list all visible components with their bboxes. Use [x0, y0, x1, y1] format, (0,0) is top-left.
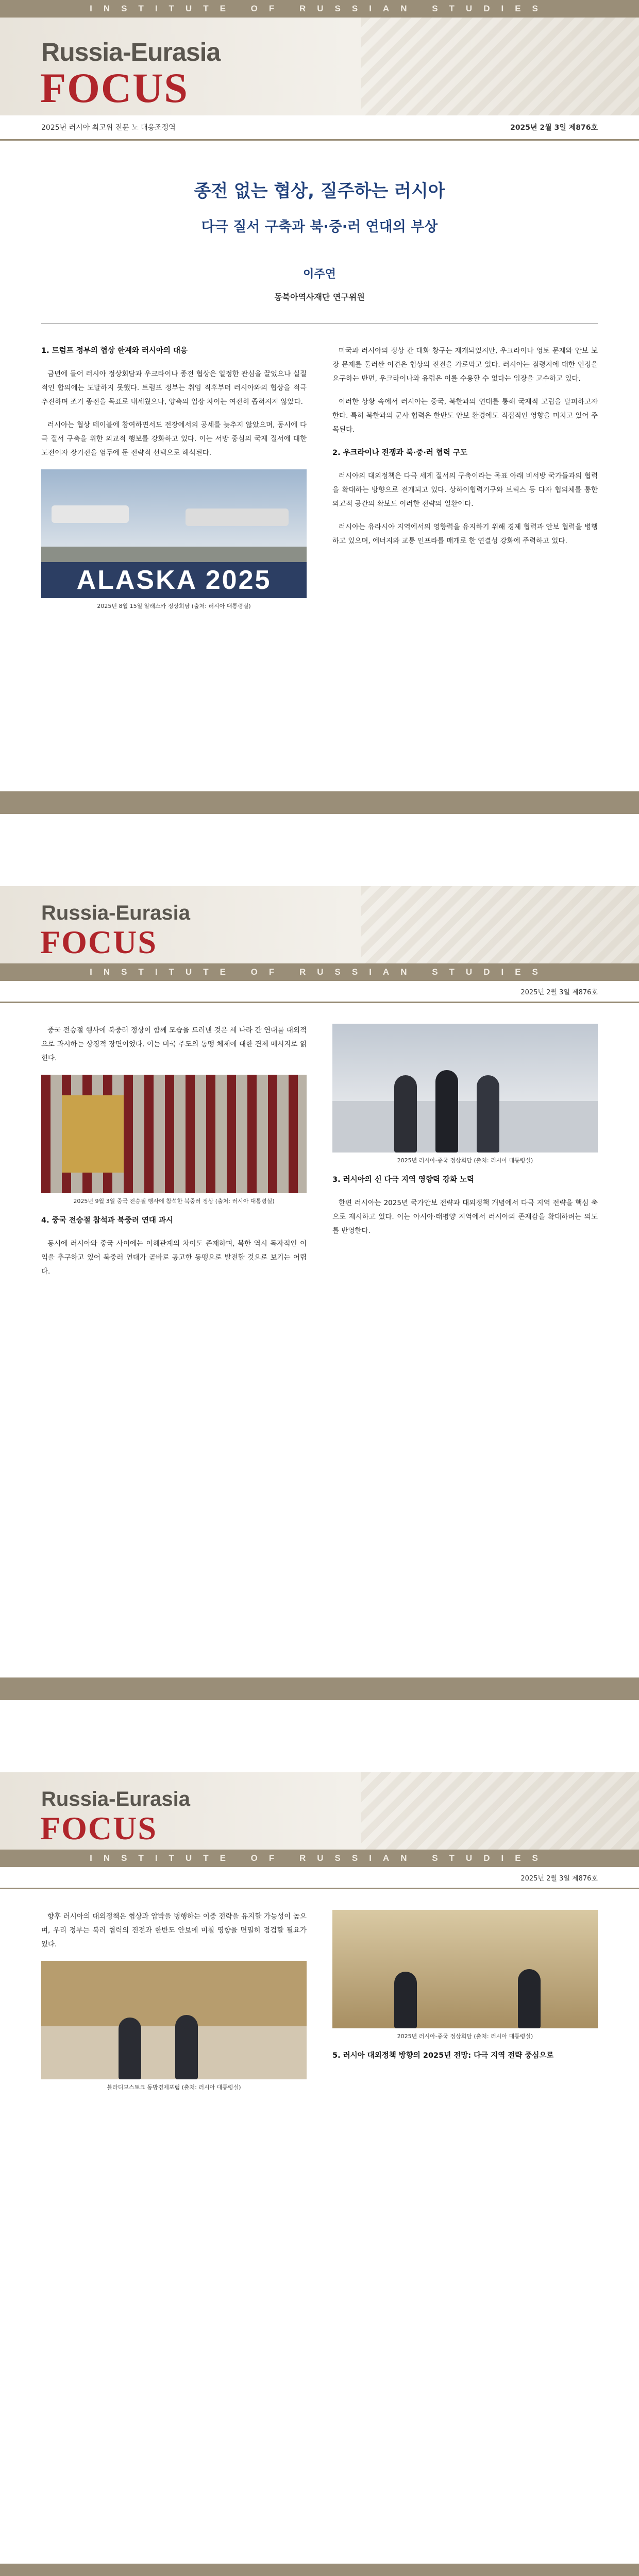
page-bottom-band [0, 1677, 639, 1700]
figure-caption: 2025년 9월 3일 중국 전승절 행사에 참석한 북중러 정상 (출처: 러시아 대통령실) [73, 1198, 275, 1205]
column-left [41, 1910, 307, 2100]
paragraph: 러시아의 대외정책은 다극 세계 질서의 구축이라는 목표 아래 비서방 국가들과의 협력을 확대하는 방향으로 전개되고 있다. 상하이협력기구와 브릭스 등 다자 협의체를 통한 외교적 공간의 확보도 이러한 전략의 일환이다. [332, 472, 598, 508]
section-heading: 4. 중국 전승절 참석과 북중러 연대 과시 [41, 1216, 173, 1225]
page-2 [0, 886, 639, 1700]
institute-band-text: INSTITUTE OF RUSSIAN STUDIES [90, 4, 549, 13]
divider [41, 323, 598, 324]
paragraph: 러시아는 협상 테이블에 참여하면서도 전장에서의 공세를 늦추지 않았으며, 동시에 다극 질서 구축을 위한 외교적 행보를 강화하고 있다. 이는 서방 중심의 국제 질서에 대한 도전이자 장기전을 염두에 둔 전략적 선택으로 해석된다. [41, 421, 307, 457]
paragraph: 동시에 러시아와 중국 사이에는 이해관계의 차이도 존재하며, 북한 역시 독자적인 이익을 추구하고 있어 북중러 연대가 곧바로 공고한 동맹으로 발전할 것으로 보기는 어렵다. [41, 1240, 307, 1276]
section-heading: 2. 우크라이나 전쟁과 북·중·러 협력 구도 [332, 449, 467, 457]
photo-forum [41, 1961, 307, 2079]
section-heading: 1. 트럼프 정부의 협상 한계와 러시아의 대응 [41, 347, 188, 355]
photo-leaders [332, 1024, 598, 1153]
issue-date: 2025년 2월 3일 제876호 [510, 124, 598, 132]
page-date [0, 1867, 639, 1889]
series-title-top: Russia-Eurasia [41, 1788, 191, 1810]
author-affiliation: 동북아역사재단 연구위원 [274, 292, 365, 302]
column-left [41, 344, 307, 619]
section-heading: 3. 러시아의 신 다극 지역 영향력 강화 노력 [332, 1176, 475, 1184]
masthead-pattern [361, 18, 639, 115]
institute-band [0, 0, 639, 18]
paragraph: 이러한 상황 속에서 러시아는 중국, 북한과의 연대를 통해 국제적 고립을 탈피하고자 한다. 특히 북한과의 군사 협력은 한반도 안보 환경에도 직접적인 영향을 미치고 있어 주목된다. [332, 398, 598, 434]
series-title-top: Russia-Eurasia [41, 38, 221, 66]
series-title-top: Russia-Eurasia [41, 902, 191, 924]
issue-info: 2025년 러시아 최고위 전문 노 대응조정역 [41, 124, 176, 132]
page-bottom-band [0, 2564, 639, 2576]
column-right [332, 1024, 598, 1288]
institute-band [0, 963, 639, 981]
series-title-main: FOCUS [40, 64, 189, 111]
column-left [41, 1024, 307, 1288]
series-title-main: FOCUS [40, 924, 157, 960]
institute-band-text: INSTITUTE OF RUSSIAN STUDIES [90, 967, 549, 977]
figure-caption: 2025년 러시아-중국 정상회담 (출처: 러시아 대통령실) [397, 2033, 533, 2040]
paragraph: 미국과 러시아의 정상 간 대화 창구는 재개되었지만, 우크라이나 영토 문제와 안보 보장 문제를 둘러싼 이견은 협상의 진전을 가로막고 있다. 러시아는 점령지에 대한 인정을 요구하는 반면, 우크라이나와 유럽은 이를 수용할 수 없다는 입장을 고수하고 있다. [332, 347, 598, 383]
alaska-banner-text: ALASKA 2025 [76, 565, 272, 595]
masthead [0, 886, 639, 963]
photo-parade [41, 1075, 307, 1193]
column-right [332, 344, 598, 619]
photo-meeting [332, 1910, 598, 2028]
body-columns [0, 1024, 639, 1288]
article-title: 종전 없는 협상, 질주하는 러시아 [194, 181, 445, 201]
issue-date: 2025년 2월 3일 제876호 [520, 988, 598, 996]
figure-caption: 2025년 8월 15일 알래스카 정상회담 (출처: 러시아 대통령실) [97, 603, 251, 609]
section-heading: 5. 러시아 대외정책 방향의 2025년 전망: 다극 지역 전략 중심으로 [332, 2052, 554, 2060]
issue-date: 2025년 2월 3일 제876호 [520, 1874, 598, 1883]
paragraph: 러시아는 유라시아 지역에서의 영향력을 유지하기 위해 경제 협력과 안보 협력을 병행하고 있으며, 에너지와 교통 인프라를 매개로 한 연결성 강화에 주력하고 있다. [332, 523, 598, 545]
page-date [0, 981, 639, 1003]
body-columns [0, 1910, 639, 2100]
body-columns [0, 344, 639, 619]
institute-band-text: INSTITUTE OF RUSSIAN STUDIES [90, 1853, 549, 1863]
masthead [0, 18, 639, 115]
figure-caption: 2025년 러시아-중국 정상회담 (출처: 러시아 대통령실) [397, 1157, 533, 1164]
paragraph: 향후 러시아의 대외정책은 협상과 압박을 병행하는 이중 전략을 유지할 가능성이 높으며, 우리 정부는 북러 협력의 진전과 한반도 안보에 미칠 영향을 면밀히 점검할 필요가 있다. [41, 1912, 307, 1948]
paragraph: 중국 전승절 행사에 북중러 정상이 함께 모습을 드러낸 것은 세 나라 간 연대를 대외적으로 과시하는 상징적 장면이었다. 이는 미국 주도의 동맹 체제에 대한 견제 메시지로 읽힌다. [41, 1026, 307, 1062]
institute-band [0, 1850, 639, 1867]
issue-meta [0, 115, 639, 141]
article-subtitle: 다극 질서 구축과 북·중·러 연대의 부상 [201, 219, 438, 235]
page-3 [0, 1772, 639, 2576]
series-title-main: FOCUS [40, 1810, 157, 1846]
figure-caption: 블라디보스토크 동방경제포럼 (출처: 러시아 대통령실) [107, 2084, 241, 2091]
paragraph: 금년에 들어 러시아 정상회담과 우크라이나 종전 협상은 일정한 관심을 끌었으나 실질적인 합의에는 도달하지 못했다. 트럼프 정부는 취임 직후부터 러시아와의 협상을 적극 추진하며 조기 종전을 목표로 내세웠으나, 양측의 입장 차이는 여전히 좁혀지지 않았다. [41, 370, 307, 406]
photo-alaska [41, 469, 307, 598]
page-1 [0, 0, 639, 814]
paragraph: 한편 러시아는 2025년 국가안보 전략과 대외정책 개념에서 다극 지역 전략을 핵심 축으로 제시하고 있다. 이는 아시아·태평양 지역에서 러시아의 존재감을 확대하려는 의도를 반영한다. [332, 1199, 598, 1235]
column-right [332, 1910, 598, 2100]
author-name: 이주연 [303, 268, 336, 281]
masthead [0, 1772, 639, 1850]
page-bottom-band [0, 791, 639, 814]
